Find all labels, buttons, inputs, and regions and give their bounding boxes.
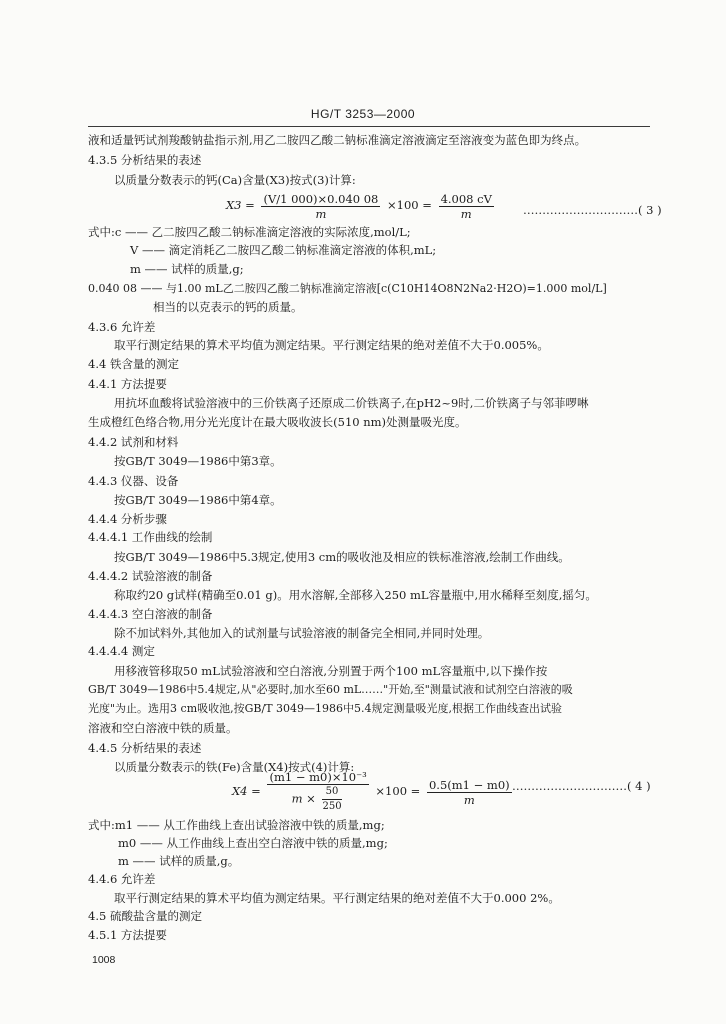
paragraph: 生成橙红色络合物,用分光光度计在最大吸收波长(510 nm)处测量吸光度。	[88, 415, 467, 429]
paragraph: 光度"为止。选用3 cm吸收池,按GB/T 3049—1986中5.4规定测量吸光度,根据工作曲线查出试验	[88, 702, 563, 715]
formula-4	[232, 770, 515, 814]
section-heading: 4.4.4.2 试验溶液的制备	[88, 569, 213, 583]
formula-3-lhs: X3 =	[226, 198, 255, 212]
formula-4-sub-denominator: 250	[322, 801, 342, 812]
formula-4-sub-numerator: 50	[322, 785, 341, 800]
section-heading: 4.4.1 方法提要	[88, 377, 167, 391]
header-rule	[88, 126, 650, 127]
formula-4-denominator-2: m	[463, 792, 475, 807]
section-heading: 4.4.6 允许差	[88, 872, 156, 886]
paragraph: 溶液和空白溶液中铁的质量。	[88, 721, 238, 735]
paragraph: GB/T 3049—1986中5.4规定,从"必要时,加水至60 mL……"开始,至"测量试液和试剂空白溶液的吸	[88, 683, 573, 696]
where-line: m —— 试样的质量,g。	[118, 854, 240, 868]
paragraph: 按GB/T 3049—1986中第3章。	[114, 454, 282, 468]
page-number: 1008	[92, 954, 116, 966]
formula-3-denominator-2: m	[460, 206, 472, 221]
formula-4-tag: …………………………( 4 )	[512, 779, 651, 793]
text-line: 液和适量钙试剂羧酸钠盐指示剂,用乙二胺四乙酸二钠标准滴定溶液滴定至溶液变为蓝色即为终点。	[88, 133, 587, 147]
formula-3-fraction-1	[261, 192, 380, 221]
formula-3-denominator-1: m	[315, 206, 327, 221]
paragraph: 除不加试料外,其他加入的试剂量与试验溶液的制备完全相同,并同时处理。	[114, 626, 490, 640]
formula-3-mid: ×100 =	[387, 198, 432, 212]
formula-3	[226, 190, 497, 221]
section-heading: 4.3.5 分析结果的表述	[88, 153, 202, 167]
paragraph: 以质量分数表示的铁(Fe)含量(X4)按式(4)计算:	[114, 760, 355, 774]
section-heading: 4.4.5 分析结果的表述	[88, 741, 202, 755]
formula-3-numerator-1: (V/1 000)×0.040 08	[263, 191, 379, 206]
page-header: HG/T 3253—2000	[310, 107, 416, 121]
formula-4-denominator-1	[267, 785, 368, 814]
where-line: m0 —— 从工作曲线上查出空白溶液中铁的质量,mg;	[118, 836, 388, 850]
paragraph: 按GB/T 3049—1986中5.3规定,使用3 cm的吸收池及相应的铁标准溶液,绘制工作曲线。	[114, 550, 570, 564]
section-heading: 4.4.2 试剂和材料	[88, 435, 179, 449]
formula-4-mid: ×100 =	[375, 784, 421, 798]
paragraph: 取平行测定结果的算术平均值为测定结果。平行测定结果的绝对差值不大于0.000 2%。	[114, 891, 560, 905]
section-heading: 4.4.4.3 空白溶液的制备	[88, 607, 213, 621]
paragraph: 取平行测定结果的算术平均值为测定结果。平行测定结果的绝对差值不大于0.005%。	[114, 338, 549, 352]
section-heading: 4.4.4 分析步骤	[88, 512, 167, 526]
section-heading: 4.4 铁含量的测定	[88, 357, 179, 371]
formula-4-lhs: X4 =	[232, 784, 261, 798]
formula-4-denominator-m: m ×	[291, 791, 316, 806]
formula-4-numerator-1: (m1 − m0)×10⁻³	[269, 770, 367, 784]
formula-3-tag: …………………………( 3 )	[523, 203, 662, 217]
where-line: 相当的以克表示的钙的质量。	[153, 300, 303, 314]
where-line: 式中:m1 —— 从工作曲线上查出试验溶液中铁的质量,mg;	[88, 818, 385, 832]
where-line: 0.040 08 —— 与1.00 mL乙二胺四乙酸二钠标准滴定溶液[c(C10H14O8N2Na2·H2O)=1.000 mol/L]	[88, 282, 607, 295]
paragraph: 称取约20 g试样(精确至0.01 g)。用水溶解,全部移入250 mL容量瓶中,用水稀释至刻度,摇匀。	[114, 588, 597, 602]
paragraph: 用移液管移取50 mL试验溶液和空白溶液,分别置于两个100 mL容量瓶中,以下操作按	[114, 664, 548, 678]
paragraph: 以质量分数表示的钙(Ca)含量(X3)按式(3)计算:	[114, 173, 356, 187]
paragraph: 按GB/T 3049—1986中第4章。	[114, 493, 282, 507]
section-heading: 4.5.1 方法提要	[88, 928, 167, 942]
formula-3-fraction-2	[439, 192, 494, 221]
section-heading: 4.4.4.4 测定	[88, 644, 155, 658]
formula-4-sub-fraction	[322, 785, 341, 814]
where-line: m —— 试样的质量,g;	[130, 262, 244, 276]
section-heading: 4.3.6 允许差	[88, 320, 156, 334]
section-heading: 4.4.4.1 工作曲线的绘制	[88, 530, 213, 544]
paragraph: 用抗坏血酸将试验溶液中的三价铁离子还原成二价铁离子,在pH2~9时,二价铁离子与邻菲啰啉	[114, 396, 589, 410]
formula-3-numerator-2: 4.008 cV	[440, 191, 492, 206]
formula-4-numerator-2: 0.5(m1 − m0)	[428, 777, 510, 792]
formula-4-fraction-1	[267, 770, 368, 814]
section-heading: 4.5 硫酸盐含量的测定	[88, 909, 202, 923]
where-line: V —— 滴定消耗乙二胺四乙酸二钠标准滴定溶液的体积,mL;	[130, 243, 437, 257]
formula-4-fraction-2	[427, 778, 512, 807]
where-line: 式中:c —— 乙二胺四乙酸二钠标准滴定溶液的实际浓度,mol/L;	[88, 225, 411, 239]
section-heading: 4.4.3 仪器、设备	[88, 474, 179, 488]
